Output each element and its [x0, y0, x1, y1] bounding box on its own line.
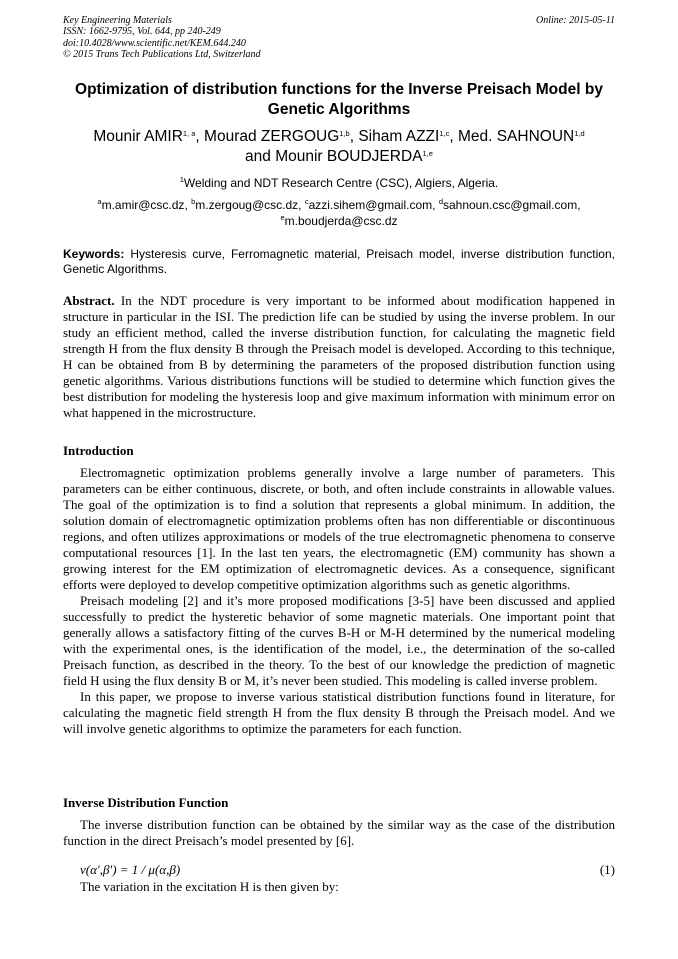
keywords — [63, 247, 615, 277]
author: Mounir AMIR$^{1, a}$ — [93, 128, 196, 145]
paper-title: Optimization of distribution functions for the Inverse Preisach Model by Genetic Algorithms — [75, 81, 603, 118]
author: Mourad ZERGOUG$^{1,b}$ — [204, 128, 350, 145]
email: $^c$azzi.sihem@gmail.com — [304, 197, 433, 212]
email: $^e$m.boudjerda@csc.dz — [280, 213, 398, 228]
equation-expression: ν(α',β') = 1 / μ(α,β) — [80, 862, 181, 877]
equation-1 — [80, 862, 615, 878]
author: Siham AZZI$^{1,c}$ — [358, 128, 450, 145]
abstract — [63, 293, 615, 421]
keywords-text: Hysteresis curve, Ferromagnetic material, Preisach model, inverse distribution function, Genetic Algorithms. — [63, 247, 615, 276]
author-list: Mounir AMIR$^{1, a}$, Mourad ZERGOUG$^{1,b}$, Siham AZZI$^{1,c}$, Med. SAHNOUN$^{1,d}$ and Mounir BOUDJERDA$^{1,e}$ — [93, 128, 585, 165]
introduction-body — [63, 465, 615, 737]
email: $^d$sahnoun.csc@gmail.com — [438, 197, 578, 212]
paragraph: Electromagnetic optimization problems generally involve a large number of parameters. This parameters can be either continuous, discrete, or both, and often include constraints in allowable values. The goal of the optimization is to find a solution that represents a global minimum. In addition, the solution domain of electromagnetic optimization problems often has non differentiable or discontinuous regions, and often utilizes approximations or models of the true electromagnetic phenomena to conserve computational resources [1]. In the last ten years, the electromagnetic (EM) community has shown a growing interest for the EM optimization of electromagnetic devices. As a consequence, significant efforts were deployed to develop competitive optimization algorithms such as genetic algorithms. — [63, 465, 615, 592]
abstract-label: Abstract. — [63, 293, 115, 308]
equation-number: (1) — [599, 862, 615, 877]
copyright-line: © 2015 Trans Tech Publications Ltd, Switzerland — [63, 48, 261, 60]
issn-line: ISSN: 1662-9795, Vol. 644, pp 240-249 — [63, 26, 221, 38]
paragraph: In this paper, we propose to inverse various statistical distribution functions found in literature, for calculating the magnetic field strength H from the flux density B through the Preisach model. And we will involve genetic algorithms to optimize the parameters for each function. — [63, 689, 615, 736]
author: Med. SAHNOUN$^{1,d}$ — [457, 128, 585, 145]
abstract-text: In the NDT procedure is very important to be informed about modification happened in structure in particular in the ISI. The prediction life can be studied by using the inverse problem. In our study an efficient method, called the inverse distribution function, for calculating the magnetic field strength H from the flux density B through the Preisach model is developed. According to this technique, H can be obtained from B by determining the parameters of the proposed distribution function using genetic algorithms. Various distributions functions will be studied to determine which function gives the best distribution for modeling the hysteresis loop and give maximum information with minimum error on what happened in the microstructure. — [63, 293, 615, 420]
keywords-label: Keywords: — [63, 247, 125, 261]
email: $^a$m.amir@csc.dz — [97, 197, 185, 212]
author: Mounir BOUDJERDA$^{1,e}$ — [275, 148, 433, 165]
paragraph: Preisach modeling [2] and it’s more proposed modifications [3-5] have been discussed and applied successfully to predict the hysteretic behavior of some magnetic materials. One important point that generally allows a satisfactory fitting of the curves B-H or M-H determined by the numerical modeling with the experimental ones, is the identification of the model, i.e., the determination of the so-called Preisach function, as described in the theory. To the best of our knowledge the prediction of magnetic field H using the flux density B or M, it’s never been studied. This modeling is called inverse problem. — [63, 593, 615, 688]
email: $^b$m.zergoug@csc.dz — [191, 197, 299, 212]
section-heading-inverse-distribution: Inverse Distribution Function — [63, 795, 229, 810]
email-list: $^a$m.amir@csc.dz, $^b$m.zergoug@csc.dz, $^c$azzi.sihem@gmail.com, $^d$sahnoun.csc@gmail.com, $^e$m.boudjerda@csc.dz — [97, 197, 581, 228]
paragraph: The inverse distribution function can be obtained by the similar way as the case of the distribution function in the direct Preisach’s model presented by [6]. — [63, 817, 615, 848]
online-date: Online: 2015-05-11 — [536, 15, 615, 26]
journal-header — [63, 15, 615, 60]
inverse-section-body — [63, 817, 615, 849]
section-heading-introduction: Introduction — [63, 443, 134, 458]
journal-name: Key Engineering Materials — [63, 15, 172, 26]
affiliation: $^1$Welding and NDT Research Centre (CSC), Algiers, Algeria. — [179, 175, 499, 190]
doi-line: doi:10.4028/www.scientific.net/KEM.644.240 — [63, 37, 246, 49]
paragraph: The variation in the excitation H is then given by: — [80, 879, 339, 894]
